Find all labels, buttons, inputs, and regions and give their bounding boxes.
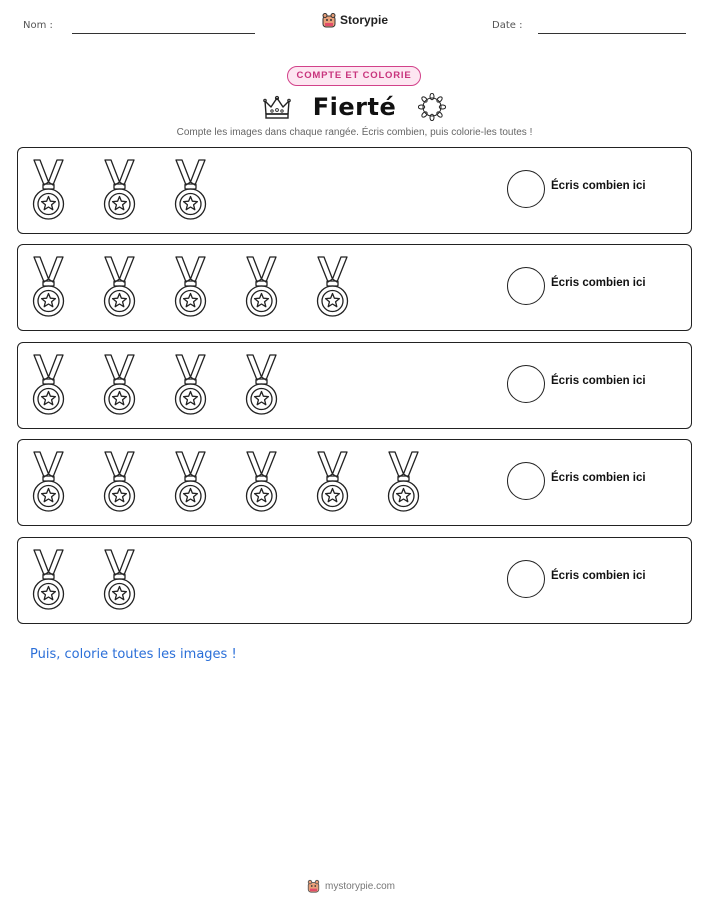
name-label: Nom : (23, 20, 53, 31)
activity-badge: COMPTE ET COLORIE (287, 66, 421, 86)
medal-icon (30, 548, 67, 612)
answer-label: Écris combien ici (551, 472, 646, 484)
medal-icon (101, 353, 138, 417)
medal-group (30, 158, 209, 222)
answer-label: Écris combien ici (551, 277, 646, 289)
medal-icon (243, 450, 280, 514)
storypie-mascot-icon (322, 12, 336, 28)
answer-label: Écris combien ici (551, 570, 646, 582)
medal-icon (30, 255, 67, 319)
count-row-2 (17, 244, 692, 331)
crown-icon (263, 94, 291, 120)
brand-name: Storypie (340, 13, 389, 27)
date-label: Date : (492, 20, 523, 31)
brand-logo (322, 12, 388, 28)
medal-group (30, 548, 138, 612)
page-title: Fierté (312, 93, 397, 121)
medal-icon (314, 255, 351, 319)
count-row-1 (17, 147, 692, 234)
answer-circle[interactable] (507, 462, 545, 500)
medal-icon (385, 450, 422, 514)
count-row-3 (17, 342, 692, 429)
medal-icon (243, 353, 280, 417)
medal-icon (314, 450, 351, 514)
date-line[interactable] (538, 33, 686, 34)
medal-icon (30, 450, 67, 514)
medal-icon (101, 255, 138, 319)
medal-icon (101, 450, 138, 514)
medal-icon (101, 548, 138, 612)
answer-label: Écris combien ici (551, 180, 646, 192)
storypie-mascot-icon (307, 879, 320, 893)
laurel-wreath-icon (418, 93, 446, 121)
medal-icon (172, 450, 209, 514)
instructions-text: Compte les images dans chaque rangée. Écris combien, puis colorie-les toutes ! (176, 127, 533, 138)
medal-group (30, 255, 351, 319)
footer (307, 879, 395, 893)
name-line[interactable] (72, 33, 255, 34)
bottom-note: Puis, colorie toutes les images ! (30, 647, 237, 662)
medal-group (30, 353, 280, 417)
medal-icon (172, 353, 209, 417)
medal-icon (101, 158, 138, 222)
medal-icon (30, 158, 67, 222)
count-row-5 (17, 537, 692, 624)
answer-circle[interactable] (507, 365, 545, 403)
answer-circle[interactable] (507, 267, 545, 305)
medal-group (30, 450, 422, 514)
title-row (0, 90, 709, 124)
medal-icon (243, 255, 280, 319)
answer-circle[interactable] (507, 170, 545, 208)
medal-icon (172, 158, 209, 222)
count-row-4 (17, 439, 692, 526)
medal-icon (30, 353, 67, 417)
footer-url: mystorypie.com (325, 880, 396, 892)
answer-label: Écris combien ici (551, 375, 646, 387)
answer-circle[interactable] (507, 560, 545, 598)
medal-icon (172, 255, 209, 319)
